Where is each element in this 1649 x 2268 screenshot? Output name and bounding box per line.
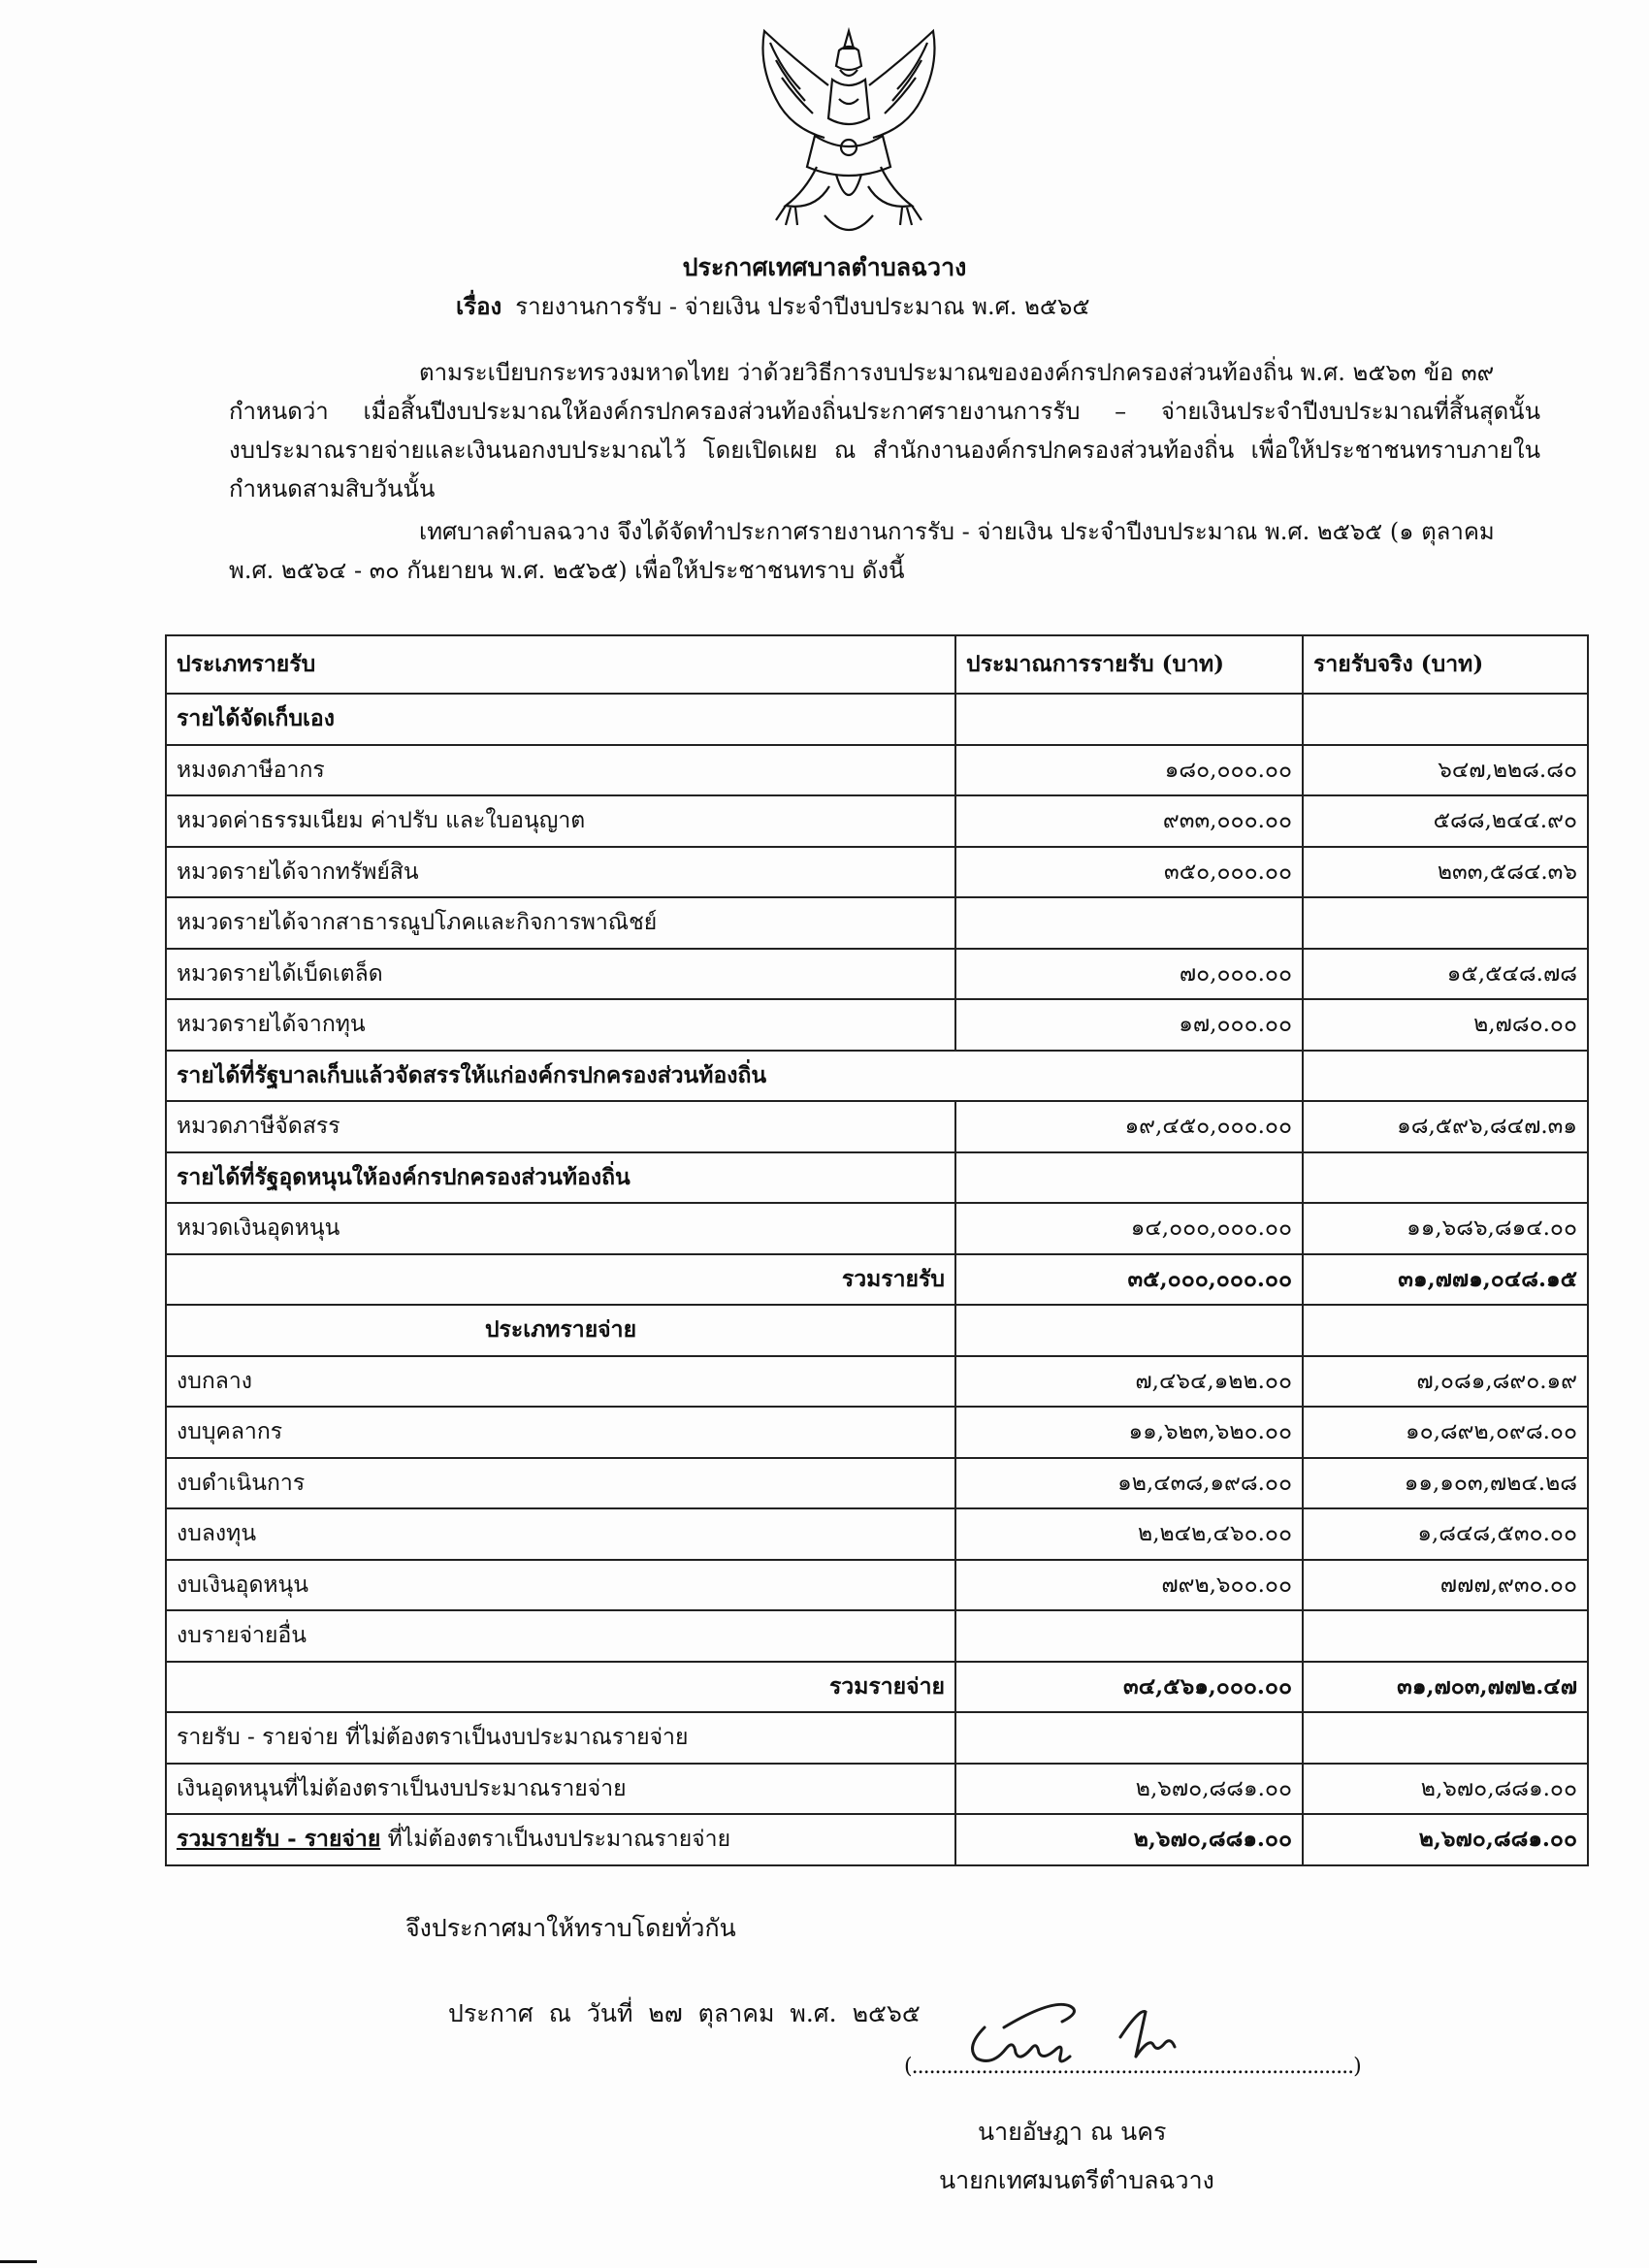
estimate-cell: ๑๘๐,๐๐๐.๐๐ [955,745,1303,796]
table-group-row [166,694,1588,745]
table-row [166,1764,1588,1815]
group-label: รายได้ที่รัฐอุดหนุนให้องค์กรปกครองส่วนท้องถิ่น [166,1152,955,1204]
actual-cell: ๒๓๓,๕๘๔.๓๖ [1303,847,1588,898]
actual-cell: ๑๐,๘๙๒,๐๙๘.๐๐ [1303,1407,1588,1458]
income-total-actual: ๓๑,๗๗๑,๐๔๘.๑๕ [1303,1254,1588,1306]
table-header-row [166,635,1588,694]
row-label: หมงดภาษีอากร [166,745,955,796]
expense-total-estimate: ๓๔,๕๖๑,๐๐๐.๐๐ [955,1662,1303,1713]
paragraph-line: ตามระเบียบกระทรวงมหาดไทย ว่าด้วยวิธีการงบประมาณขององค์กรปกครองส่วนท้องถิ่น พ.ศ. ๒๕๖๓ ข้อ ๓๙ [419,359,1495,386]
actual-cell: ๗๗๗,๙๓๐.๐๐ [1303,1560,1588,1611]
estimate-cell: ๙๓๓,๐๐๐.๐๐ [955,795,1303,847]
row-label: งบเงินอุดหนุน [166,1560,955,1611]
table-total-row [166,1814,1588,1865]
row-label: งบกลาง [166,1356,955,1408]
table-row [166,847,1588,898]
actual-cell: ๑,๘๔๘,๕๓๐.๐๐ [1303,1508,1588,1560]
table-row [166,897,1588,949]
row-label: งบดำเนินการ [166,1458,955,1509]
group-label: รายได้จัดเก็บเอง [166,694,955,745]
actual-cell [1303,1610,1588,1662]
document-subject [456,287,1090,325]
table-row [166,949,1588,1000]
actual-cell: ๕๘๘,๒๔๔.๙๐ [1303,795,1588,847]
row-label: งบบุคลากร [166,1407,955,1458]
offbudget-total-actual: ๒,๖๗๐,๘๘๑.๐๐ [1303,1814,1588,1865]
column-header: ประเภทรายรับ [166,635,955,694]
group-label: รายได้ที่รัฐบาลเก็บแล้วจัดสรรให้แก่องค์กรปกครองส่วนท้องถิ่น [166,1051,1303,1102]
expense-header: ประเภทรายจ่าย [166,1305,955,1356]
row-label: หมวดภาษีจัดสรร [166,1101,955,1152]
actual-cell: ๑๘,๕๙๖,๘๔๗.๓๑ [1303,1101,1588,1152]
column-header: ประมาณการรายรับ (บาท) [955,635,1303,694]
closing-statement: จึงประกาศมาให้ทราบโดยทั่วกัน [405,1914,736,1942]
estimate-cell: ๑๗,๐๐๐.๐๐ [955,999,1303,1051]
announcement-date: ประกาศ ณ วันที่ ๒๗ ตุลาคม พ.ศ. ๒๕๖๕ [448,1999,921,2027]
subject-label: เรื่อง [456,292,502,320]
table-row [166,1560,1588,1611]
row-label: งบรายจ่ายอื่น [166,1610,955,1662]
actual-cell: ๗,๐๘๑,๘๙๐.๑๙ [1303,1356,1588,1408]
signer-position: นายกเทศมนตรีตำบลฉวาง [939,2166,1214,2194]
estimate-cell: ๒,๖๗๐,๘๘๑.๐๐ [955,1764,1303,1815]
table-group-row [166,1305,1588,1356]
row-label: เงินอุดหนุนที่ไม่ต้องตราเป็นงบประมาณรายจ่าย [166,1764,955,1815]
estimate-cell: ๓๕๐,๐๐๐.๐๐ [955,847,1303,898]
document-title: ประกาศเทศบาลตำบลฉวาง [682,253,967,281]
page-edge-mark [0,2260,37,2263]
paragraph-line: เทศบาลตำบลฉวาง จึงได้จัดทำประกาศรายงานการรับ - จ่ายเงิน ประจำปีงบประมาณ พ.ศ. ๒๕๖๕ (๑ ตุลาคม [419,518,1495,545]
table-total-row [166,1254,1588,1306]
income-expense-table [165,634,1589,1866]
expense-total-label: รวมรายจ่าย [166,1662,955,1713]
signature-line: (............................................................................) [904,2055,1361,2079]
expense-total-actual: ๓๑,๗๐๓,๗๗๒.๔๗ [1303,1662,1588,1713]
actual-cell [1303,897,1588,949]
table-row [166,1407,1588,1458]
estimate-cell: ๑๒,๔๓๘,๑๙๘.๐๐ [955,1458,1303,1509]
actual-cell: ๖๔๗,๒๒๘.๘๐ [1303,745,1588,796]
offbudget-total-estimate: ๒,๖๗๐,๘๘๑.๐๐ [955,1814,1303,1865]
table-row [166,1458,1588,1509]
estimate-cell: ๑๔,๐๐๐,๐๐๐.๐๐ [955,1203,1303,1254]
estimate-cell [955,1610,1303,1662]
estimate-cell: ๑๙,๔๕๐,๐๐๐.๐๐ [955,1101,1303,1152]
row-label: หมวดรายได้จากทรัพย์สิน [166,847,955,898]
row-label: หมวดค่าธรรมเนียม ค่าปรับ และใบอนุญาต [166,795,955,847]
subject-text: รายงานการรับ - จ่ายเงิน ประจำปีงบประมาณ พ.ศ. ๒๕๖๕ [515,293,1090,320]
paragraph-line: กำหนดว่า เมื่อสิ้นปีงบประมาณให้องค์กรปกครองส่วนท้องถิ่นประกาศรายงานการรับ – จ่ายเงินประจำปีงบประมาณที่สิ้นสุดนั้น [229,398,1540,425]
table-group-row [166,1712,1588,1764]
income-total-label: รวมรายรับ [166,1254,955,1306]
estimate-cell: ๑๑,๖๒๓,๖๒๐.๐๐ [955,1407,1303,1458]
table-row [166,795,1588,847]
table-row [166,1203,1588,1254]
actual-cell: ๑๑,๖๘๖,๘๑๔.๐๐ [1303,1203,1588,1254]
table-row [166,745,1588,796]
actual-cell: ๑๕,๕๔๘.๗๘ [1303,949,1588,1000]
intro-paragraph-2 [229,512,1540,590]
row-label: หมวดรายได้จากทุน [166,999,955,1051]
row-label: หมวดเงินอุดหนุน [166,1203,955,1254]
table-total-row [166,1662,1588,1713]
table-group-row [166,1152,1588,1204]
estimate-cell: ๗๐,๐๐๐.๐๐ [955,949,1303,1000]
table-row [166,1101,1588,1152]
garuda-emblem-icon [747,21,951,249]
table-group-row [166,1051,1588,1102]
actual-cell: ๒,๖๗๐,๘๘๑.๐๐ [1303,1764,1588,1815]
offbudget-header: รายรับ - รายจ่าย ที่ไม่ต้องตราเป็นงบประมาณรายจ่าย [166,1712,955,1764]
table-row [166,1610,1588,1662]
signer-name: นายอัษฎา ณ นคร [978,2118,1167,2146]
income-total-estimate: ๓๕,๐๐๐,๐๐๐.๐๐ [955,1254,1303,1306]
estimate-cell [955,897,1303,949]
actual-cell: ๑๑,๑๐๓,๗๒๔.๒๘ [1303,1458,1588,1509]
table-row [166,1508,1588,1560]
offbudget-total-label-a: รวมรายรับ - รายจ่าย [177,1826,381,1853]
column-header: รายรับจริง (บาท) [1303,635,1588,694]
offbudget-total-label [166,1814,955,1865]
offbudget-total-label-b: ที่ไม่ต้องตราเป็นงบประมาณรายจ่าย [387,1827,731,1853]
estimate-cell: ๗๙๒,๖๐๐.๐๐ [955,1560,1303,1611]
row-label: หมวดรายได้เบ็ดเตล็ด [166,949,955,1000]
paragraph-line: กำหนดสามสิบวันนั้น [229,475,436,502]
row-label: งบลงทุน [166,1508,955,1560]
table-row [166,1356,1588,1408]
table-row [166,999,1588,1051]
estimate-cell: ๒,๒๔๒,๔๖๐.๐๐ [955,1508,1303,1560]
paragraph-line: พ.ศ. ๒๕๖๔ - ๓๐ กันยายน พ.ศ. ๒๕๖๕) เพื่อให้ประชาชนทราบ ดังนี้ [229,557,905,584]
estimate-cell: ๗,๔๖๔,๑๒๒.๐๐ [955,1356,1303,1408]
actual-cell: ๒,๗๘๐.๐๐ [1303,999,1588,1051]
paragraph-line: งบประมาณรายจ่ายและเงินนอกงบประมาณไว้ โดยเปิดเผย ณ สำนักงานองค์กรปกครองส่วนท้องถิ่น เพื่อให้ประชาชนทราบภายใน [229,437,1540,464]
intro-paragraph-1 [229,353,1540,508]
row-label: หมวดรายได้จากสาธารณูปโภคและกิจการพาณิชย์ [166,897,955,949]
